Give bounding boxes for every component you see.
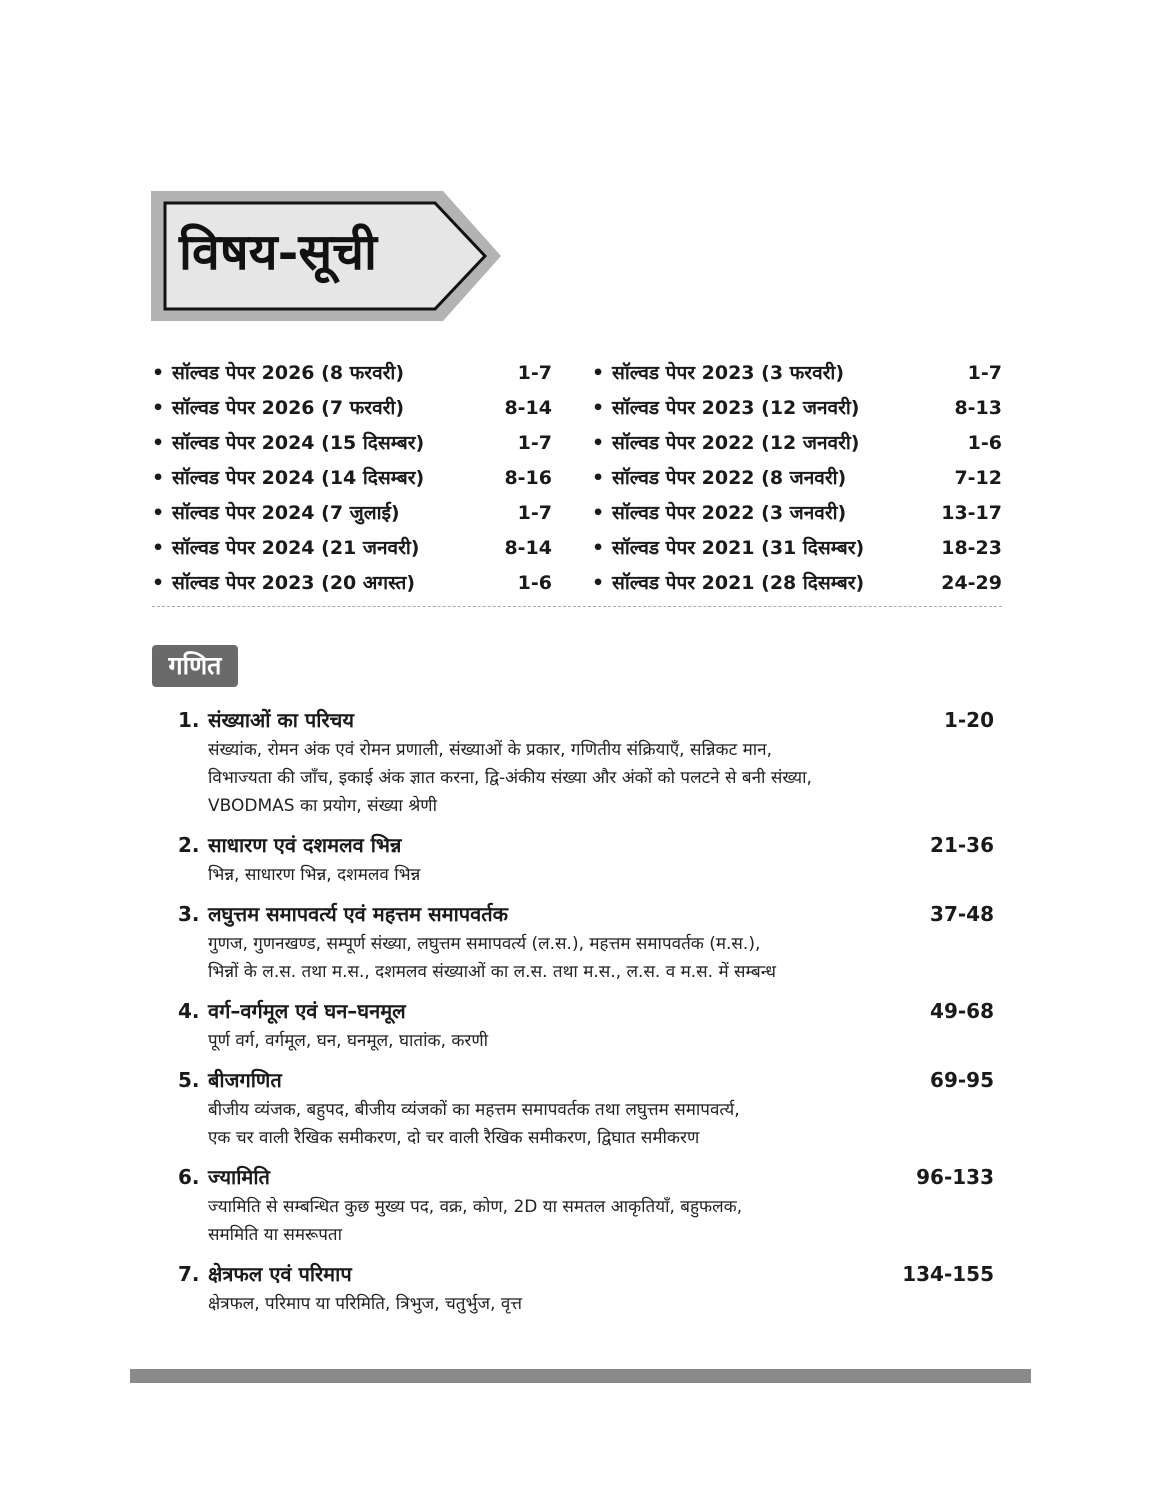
chapter-item — [178, 898, 994, 986]
chapter-title: क्षेत्रफल एवं परिमाप — [208, 1262, 352, 1286]
chapter-pages: 96-133 — [916, 1165, 994, 1189]
paper-pages: 7-12 — [954, 467, 1002, 489]
dashed-divider — [152, 606, 1002, 607]
topic-line: भिन्नों के ल.स. तथा म.स., दशमलव संख्याओं का ल.स. तथा म.स., ल.स. व म.स. में सम्बन्ध — [208, 962, 776, 982]
page-title: विषय-सूची — [179, 222, 377, 281]
chapter-title: वर्ग–वर्गमूल एवं घन–घनमूल — [208, 999, 406, 1023]
bullet-icon: • — [152, 362, 165, 384]
paper-pages: 1-7 — [967, 362, 1002, 384]
chapter-number: 5. — [178, 1068, 200, 1092]
chapter-number: 6. — [178, 1165, 200, 1189]
paper-list-item — [152, 496, 552, 531]
bullet-icon: • — [152, 432, 165, 454]
topic-line: क्षेत्रफल, परिमाप या परिमिति, त्रिभुज, चतुर्भुज, वृत्त — [208, 1294, 523, 1314]
bullet-icon: • — [152, 502, 165, 524]
paper-pages: 8-14 — [504, 397, 552, 419]
chapter-title: बीजगणित — [208, 1068, 282, 1092]
paper-list-item — [152, 356, 552, 391]
paper-pages: 13-17 — [941, 502, 1002, 524]
paper-pages: 1-7 — [517, 362, 552, 384]
paper-pages: 1-7 — [517, 432, 552, 454]
paper-title: सॉल्वड पेपर 2021 (28 दिसम्बर) — [612, 572, 865, 594]
bullet-icon: • — [592, 502, 605, 524]
paper-list-item — [152, 391, 552, 426]
paper-title: सॉल्वड पेपर 2026 (7 फरवरी) — [172, 397, 405, 419]
title-banner — [151, 191, 503, 321]
topic-line: सममिति या समरूपता — [208, 1225, 343, 1245]
topic-line: एक चर वाली रैखिक समीकरण, दो चर वाली रैखिक समीकरण, द्विघात समीकरण — [208, 1128, 700, 1148]
chapter-item — [178, 1258, 994, 1318]
chapter-list — [178, 704, 994, 1327]
chapter-number: 3. — [178, 902, 200, 926]
chapter-heading — [178, 898, 994, 930]
paper-title: सॉल्वड पेपर 2023 (12 जनवरी) — [612, 397, 860, 419]
chapter-heading — [178, 1064, 994, 1096]
chapter-title: साधारण एवं दशमलव भिन्न — [208, 833, 402, 857]
solved-papers-left-column — [152, 356, 552, 601]
chapter-number: 7. — [178, 1262, 200, 1286]
bullet-icon: • — [152, 572, 165, 594]
chapter-topics — [208, 1193, 948, 1249]
chapter-pages: 37-48 — [930, 902, 994, 926]
topic-line: VBODMAS का प्रयोग, संख्या श्रेणी — [208, 796, 437, 816]
chapter-topics — [208, 1290, 948, 1318]
paper-pages: 8-13 — [954, 397, 1002, 419]
paper-pages: 24-29 — [941, 572, 1002, 594]
chapter-heading — [178, 1258, 994, 1290]
chapter-heading — [178, 995, 994, 1027]
paper-title: सॉल्वड पेपर 2022 (8 जनवरी) — [612, 467, 847, 489]
section-badge: गणित — [152, 645, 238, 687]
topic-line: गुणज, गुणनखण्ड, सम्पूर्ण संख्या, लघुत्तम समापवर्त्य (ल.स.), महत्तम समापवर्तक (म.स.), — [208, 934, 761, 954]
paper-list-item — [152, 426, 552, 461]
chapter-title: ज्यामिति — [208, 1165, 270, 1189]
chapter-pages: 1-20 — [943, 708, 994, 732]
chapter-heading — [178, 704, 994, 736]
chapter-pages: 21-36 — [930, 833, 994, 857]
paper-list-item — [592, 461, 1002, 496]
paper-title: सॉल्वड पेपर 2024 (15 दिसम्बर) — [172, 432, 425, 454]
paper-title: सॉल्वड पेपर 2024 (21 जनवरी) — [172, 537, 420, 559]
paper-title: सॉल्वड पेपर 2026 (8 फरवरी) — [172, 362, 405, 384]
bullet-icon: • — [592, 467, 605, 489]
paper-title: सॉल्वड पेपर 2022 (12 जनवरी) — [612, 432, 860, 454]
paper-list-item — [152, 531, 552, 566]
solved-papers-right-column — [592, 356, 1002, 601]
paper-list-item — [592, 531, 1002, 566]
paper-title: सॉल्वड पेपर 2022 (3 जनवरी) — [612, 502, 847, 524]
paper-list-item — [592, 426, 1002, 461]
bullet-icon: • — [152, 467, 165, 489]
paper-title: सॉल्वड पेपर 2021 (31 दिसम्बर) — [612, 537, 865, 559]
chapter-topics — [208, 1096, 948, 1152]
paper-title: सॉल्वड पेपर 2023 (20 अगस्त) — [172, 572, 415, 594]
bullet-icon: • — [592, 432, 605, 454]
chapter-topics — [208, 861, 948, 889]
chapter-pages: 49-68 — [930, 999, 994, 1023]
paper-list-item — [152, 566, 552, 601]
paper-pages: 8-16 — [504, 467, 552, 489]
chapter-item — [178, 1161, 994, 1249]
topic-line: ज्यामिति से सम्बन्धित कुछ मुख्य पद, वक्र, कोण, 2D या समतल आकृतियाँ, बहुफलक, — [208, 1197, 743, 1217]
chapter-heading — [178, 829, 994, 861]
topic-line: पूर्ण वर्ग, वर्गमूल, घन, घनमूल, घातांक, करणी — [208, 1031, 489, 1051]
topic-line: संख्यांक, रोमन अंक एवं रोमन प्रणाली, संख्याओं के प्रकार, गणितीय संक्रियाएँ, सन्निकट मान, — [208, 740, 772, 760]
topic-line: भिन्न, साधारण भिन्न, दशमलव भिन्न — [208, 865, 421, 885]
paper-list-item — [592, 496, 1002, 531]
bullet-icon: • — [152, 537, 165, 559]
chapter-pages: 69-95 — [930, 1068, 994, 1092]
chapter-title: लघुत्तम समापवर्त्य एवं महत्तम समापवर्तक — [208, 902, 508, 926]
chapter-item — [178, 704, 994, 820]
chapter-topics — [208, 930, 948, 986]
bullet-icon: • — [592, 572, 605, 594]
paper-title: सॉल्वड पेपर 2024 (14 दिसम्बर) — [172, 467, 425, 489]
topic-line: विभाज्यता की जाँच, इकाई अंक ज्ञात करना, द्वि-अंकीय संख्या और अंकों को पलटने से बनी संख्या, — [208, 768, 812, 788]
paper-pages: 1-7 — [517, 502, 552, 524]
chapter-item — [178, 1064, 994, 1152]
bullet-icon: • — [592, 537, 605, 559]
paper-list-item — [592, 356, 1002, 391]
chapter-heading — [178, 1161, 994, 1193]
footer-bar — [130, 1369, 1031, 1383]
paper-title: सॉल्वड पेपर 2023 (3 फरवरी) — [612, 362, 845, 384]
solved-papers-list — [152, 356, 1002, 604]
chapter-topics — [208, 1027, 948, 1055]
paper-pages: 18-23 — [941, 537, 1002, 559]
topic-line: बीजीय व्यंजक, बहुपद, बीजीय व्यंजकों का महत्तम समापवर्तक तथा लघुत्तम समापवर्त्य, — [208, 1100, 740, 1120]
chapter-title: संख्याओं का परिचय — [208, 708, 354, 732]
paper-pages: 1-6 — [517, 572, 552, 594]
chapter-topics — [208, 736, 948, 820]
paper-list-item — [152, 461, 552, 496]
chapter-item — [178, 829, 994, 889]
bullet-icon: • — [592, 362, 605, 384]
paper-pages: 1-6 — [967, 432, 1002, 454]
paper-title: सॉल्वड पेपर 2024 (7 जुलाई) — [172, 502, 400, 524]
chapter-item — [178, 995, 994, 1055]
paper-list-item — [592, 391, 1002, 426]
chapter-number: 4. — [178, 999, 200, 1023]
paper-pages: 8-14 — [504, 537, 552, 559]
paper-list-item — [592, 566, 1002, 601]
chapter-number: 2. — [178, 833, 200, 857]
bullet-icon: • — [592, 397, 605, 419]
bullet-icon: • — [152, 397, 165, 419]
chapter-number: 1. — [178, 708, 200, 732]
chapter-pages: 134-155 — [902, 1262, 994, 1286]
